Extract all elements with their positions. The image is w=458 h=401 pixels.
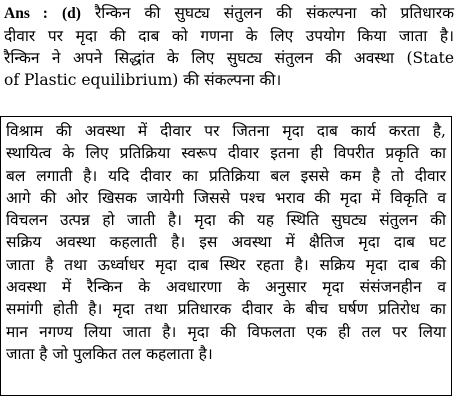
- explanation-line-10: मान नगण्य लिया जाता है। मृदा की विफलता एक ही तल पर लिया: [6, 322, 446, 341]
- explanation-line-7: जाता है तथा ऊर्ध्वाधर मृदा दाब स्थिर रहता है। सक्रिय मृदा दाब की: [6, 255, 446, 274]
- answer-line-3: रैन्किन ने अपने सिद्धांत के लिए सुघट्य संतुलन की अवस्था (State: [4, 49, 454, 67]
- explanation-line-1: विश्राम की अवस्था में दीवार पर जितना मृदा दाब कार्य करता है,: [6, 122, 446, 140]
- explanation-line-11: जाता है जो पुलकित तल कहलाता है।: [6, 344, 213, 363]
- answer-line-1: [4, 2, 454, 25]
- answer-text-1: रैन्किन की सुघट्य संतुलन की संकल्पना को प्रतिधारक: [94, 4, 454, 22]
- explanation-line-4: आगे की ओर खिसक जायेगी जिससे पश्च भराव की मृदा में विकृति व: [6, 188, 446, 207]
- answer-block: [4, 2, 454, 91]
- explanation-line-9: समांगी होती है। मृदा तथा प्रतिधारक दीवार के बीच घर्षण प्रतिरोध का: [6, 300, 446, 319]
- answer-line-4: of Plastic equilibrium) की संकल्पना की।: [4, 71, 282, 89]
- explanation-line-5: विचलन उत्पन्न हो जाती है। मृदा की यह स्थिति सुघट्य संतुलन की: [6, 211, 446, 230]
- answer-line-2: दीवार पर मृदा की दाब को गणना के लिए उपयोग किया जाता है।: [4, 27, 454, 45]
- explanation-box: [0, 116, 452, 396]
- answer-label: Ans :: [4, 5, 48, 22]
- explanation-line-2: स्थायित्व के लिए प्रतिक्रिया स्वरूप दीवार इतना ही विपरीत प्रकृति का: [6, 144, 446, 163]
- explanation-line-3: बल लगाती है। यदि दीवार का प्रतिक्रिया बल इससे कम है तो दीवार: [6, 166, 446, 185]
- explanation-line-6: सक्रिय अवस्था कहलाती है। इस अवस्था में क्षैतिज मृदा दाब घट: [6, 233, 446, 252]
- answer-option: (d): [62, 5, 81, 22]
- explanation-line-8: अवस्था में रैन्किन के अवधारणा के अनुसार मृदा संसंजनहीन व: [6, 278, 446, 297]
